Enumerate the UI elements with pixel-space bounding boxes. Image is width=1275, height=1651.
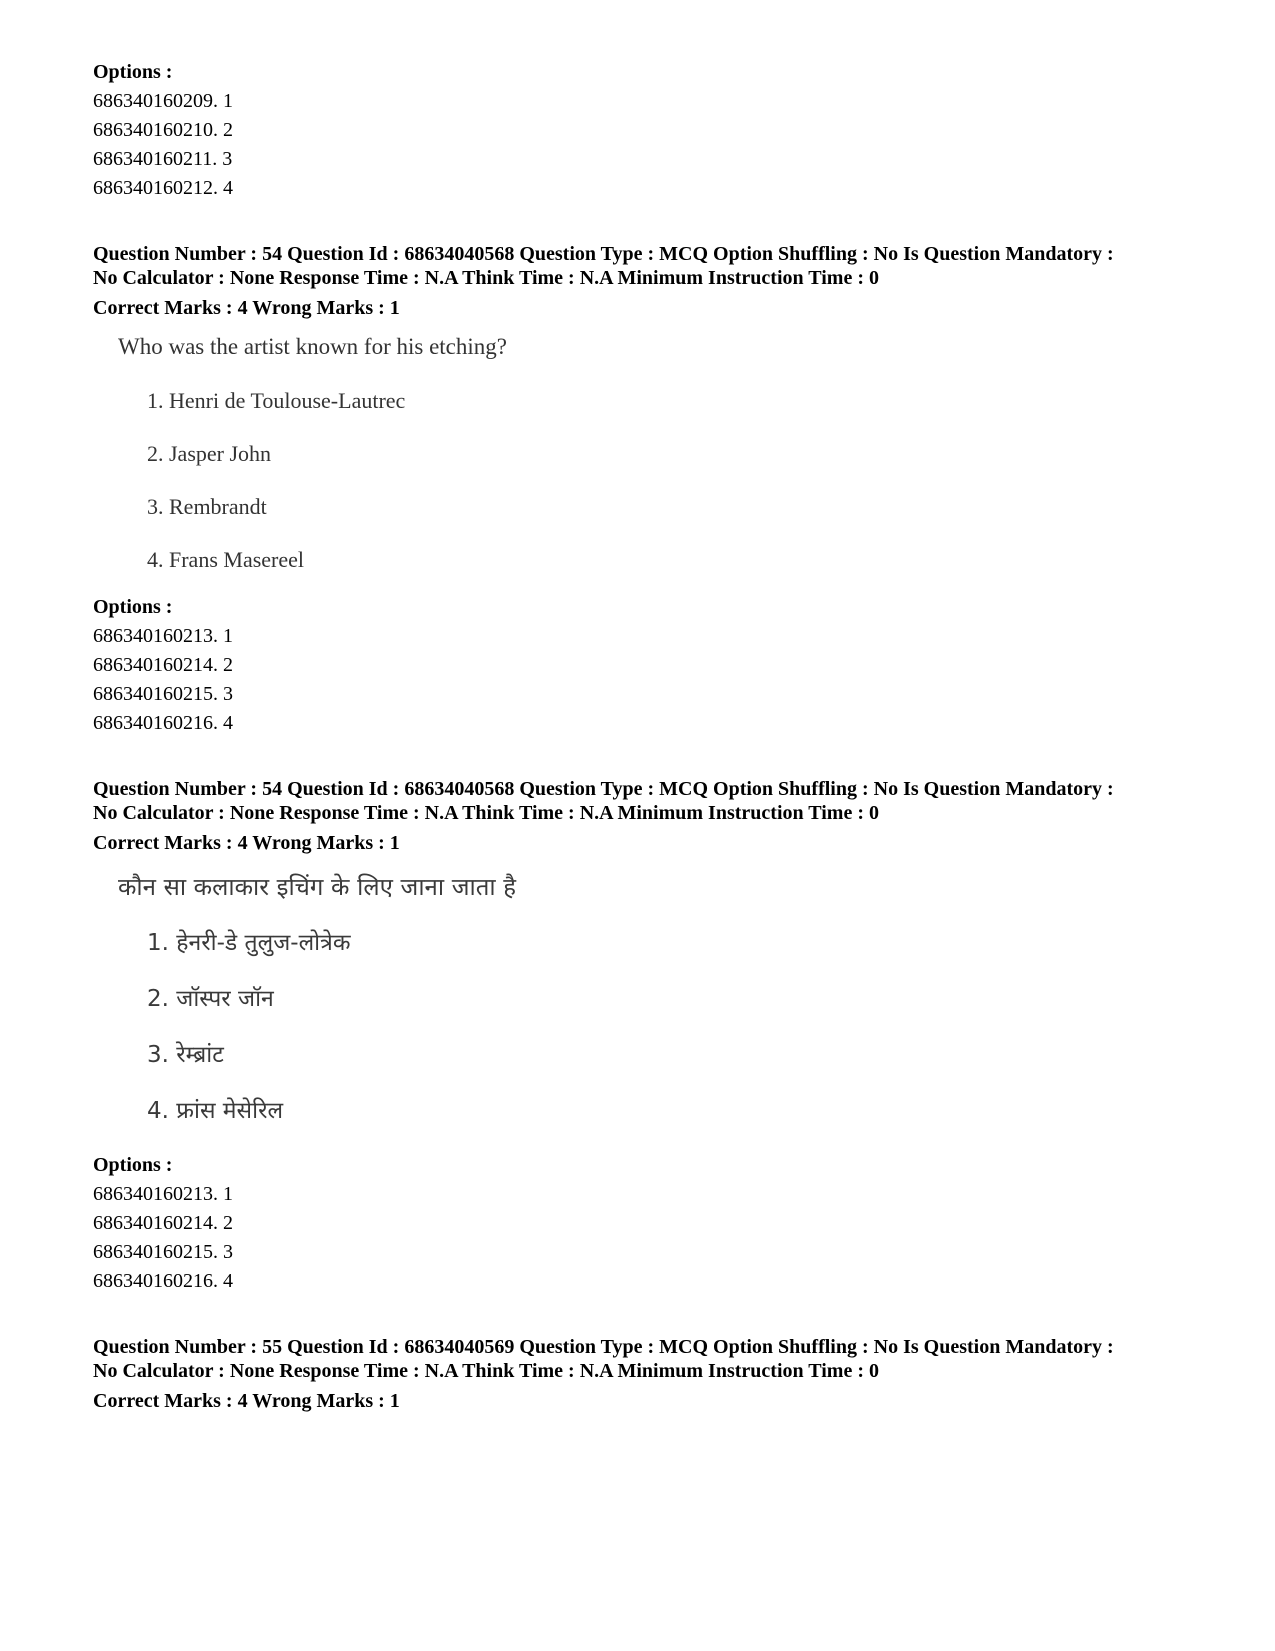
question-header-54-en <box>93 242 1193 323</box>
question-body-54-hi <box>118 872 516 1126</box>
option-line: 686340160210. 2 <box>93 119 233 141</box>
options-label: Options : <box>93 596 173 618</box>
option-line: 686340160214. 2 <box>93 1212 233 1234</box>
option-line: 686340160213. 1 <box>93 625 233 647</box>
question-choice: 2. Jasper John <box>147 441 272 466</box>
options-block-previous <box>93 58 1193 203</box>
question-marks: Correct Marks : 4 Wrong Marks : 1 <box>93 297 400 319</box>
question-marks: Correct Marks : 4 Wrong Marks : 1 <box>93 832 400 854</box>
question-header-55 <box>93 1335 1193 1416</box>
question-choice: 3. रेम्ब्रांट <box>147 1042 224 1068</box>
option-line: 686340160213. 1 <box>93 1183 233 1205</box>
question-meta-line: No Calculator : None Response Time : N.A Think Time : N.A Minimum Instruction Time : 0 <box>93 267 879 289</box>
question-choice: 4. Frans Masereel <box>147 547 305 572</box>
option-line: 686340160215. 3 <box>93 683 233 705</box>
question-header-54-hi <box>93 777 1193 858</box>
question-choice: 2. जॉस्पर जॉन <box>147 986 274 1012</box>
question-meta-line: Question Number : 54 Question Id : 68634040568 Question Type : MCQ Option Shuffling : No Is Question Mandatory : <box>93 243 1114 265</box>
question-meta-line: Question Number : 55 Question Id : 68634040569 Question Type : MCQ Option Shuffling : No Is Question Mandatory : <box>93 1336 1114 1358</box>
options-label: Options : <box>93 1154 173 1176</box>
option-line: 686340160216. 4 <box>93 712 233 734</box>
options-block-54-en <box>93 593 1193 738</box>
option-line: 686340160211. 3 <box>93 148 233 170</box>
question-choice: 1. हेनरी-डे तुलुज-लोत्रेक <box>147 930 351 956</box>
options-label: Options : <box>93 61 173 83</box>
options-block-54-hi <box>93 1151 1193 1296</box>
option-line: 686340160214. 2 <box>93 654 233 676</box>
question-body-54-en <box>118 332 507 575</box>
option-line: 686340160216. 4 <box>93 1270 233 1292</box>
question-meta-line: Question Number : 54 Question Id : 68634040568 Question Type : MCQ Option Shuffling : No Is Question Mandatory : <box>93 778 1114 800</box>
question-choice: 3. Rembrandt <box>147 494 267 519</box>
option-line: 686340160212. 4 <box>93 177 233 199</box>
question-meta-line: No Calculator : None Response Time : N.A Think Time : N.A Minimum Instruction Time : 0 <box>93 1360 879 1382</box>
option-line: 686340160209. 1 <box>93 90 233 112</box>
question-stem: कौन सा कलाकार इचिंग के लिए जाना जाता है <box>118 873 516 901</box>
question-marks: Correct Marks : 4 Wrong Marks : 1 <box>93 1390 400 1412</box>
question-choice: 1. Henri de Toulouse-Lautrec <box>147 388 406 413</box>
option-line: 686340160215. 3 <box>93 1241 233 1263</box>
question-choice: 4. फ्रांस मेसेरिल <box>147 1098 284 1124</box>
question-meta-line: No Calculator : None Response Time : N.A Think Time : N.A Minimum Instruction Time : 0 <box>93 802 879 824</box>
question-stem: Who was the artist known for his etching? <box>118 334 507 359</box>
